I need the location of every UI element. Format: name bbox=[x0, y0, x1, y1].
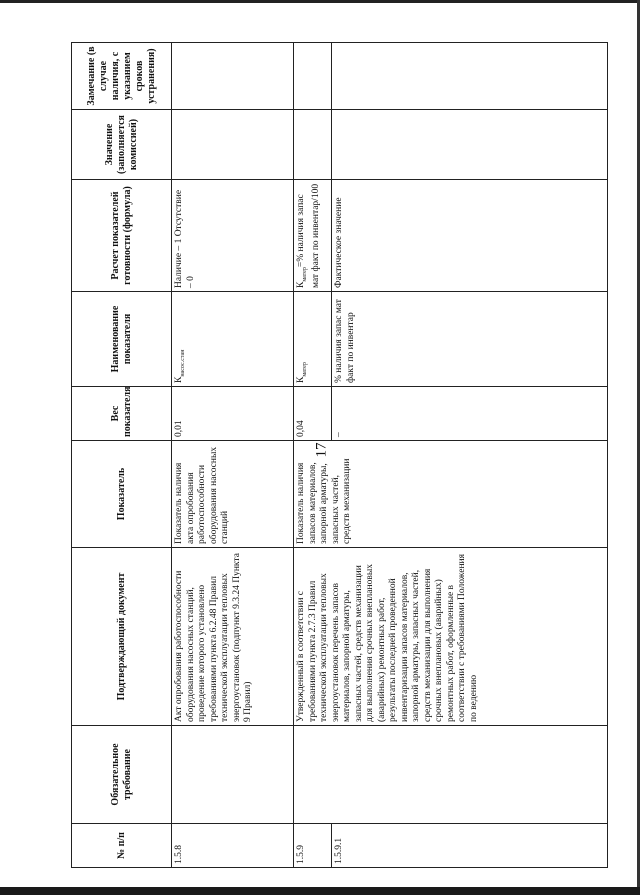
row-weight: 0,01 bbox=[172, 387, 294, 441]
row-indicator: Показатель наличия акта опробования работоспособности оборудования насосных станций bbox=[172, 441, 294, 548]
name-subscript: насос.стан bbox=[179, 349, 186, 377]
row-note bbox=[294, 43, 332, 110]
readiness-table bbox=[71, 42, 608, 868]
row-calc: Фактическое значение bbox=[332, 180, 608, 292]
header-name: Наименование показателя bbox=[72, 292, 172, 387]
scan-edge-bottom bbox=[0, 887, 640, 895]
name-subscript: матер bbox=[301, 362, 308, 377]
row-name bbox=[172, 292, 294, 387]
row-num: 1.5.9 bbox=[294, 824, 332, 868]
row-weight: – bbox=[332, 387, 608, 441]
row-note bbox=[332, 43, 608, 110]
row-value bbox=[332, 110, 608, 180]
header-calc: Расчет показателей готовности (формула) bbox=[72, 180, 172, 292]
row-value bbox=[172, 110, 294, 180]
header-document: Подтверждающий документ bbox=[72, 548, 172, 726]
row-weight: 0,04 bbox=[294, 387, 332, 441]
name-main: К bbox=[296, 376, 306, 383]
calc-rest: =% наличия запас мат факт по инвентар/100 bbox=[296, 183, 322, 288]
row-value bbox=[294, 110, 332, 180]
row-num: 1.5.9.1 bbox=[332, 824, 608, 868]
header-value: Значение (заполняется комиссией) bbox=[72, 110, 172, 180]
header-note: Замечание (в случае наличия, с указанием сроков устранения) bbox=[72, 43, 172, 110]
header-indicator: Показатель bbox=[72, 441, 172, 548]
header-weight: Вес показателя bbox=[72, 387, 172, 441]
calc-main: К bbox=[296, 281, 306, 288]
header-row bbox=[72, 43, 172, 868]
row-document: Акт опробования работоспособности оборудования насосных станций, проведение которого установлено требованиями пункта 6.2.48 Правил технической эксплуатации тепловых энергоустановок (подпункт 9.3.24 Пункта 9 Правил) bbox=[172, 548, 294, 726]
row-name bbox=[294, 292, 332, 387]
row-calc: Наличие – 1 Отсутствие – 0 bbox=[172, 180, 294, 292]
page-number: 17 bbox=[313, 442, 330, 458]
scan-edge-top bbox=[0, 0, 640, 3]
name-main: К bbox=[174, 376, 184, 383]
header-requirement: Обязательное требование bbox=[72, 726, 172, 824]
row-indicator: Показатель наличия запасов материалов, запорной арматуры, запасных частей, средств механизации bbox=[294, 441, 608, 548]
row-num: 1.5.8 bbox=[172, 824, 294, 868]
calc-subscript: матер bbox=[301, 267, 308, 282]
header-num: № п/п bbox=[72, 824, 172, 868]
row-document: Утвержденный в соответствии с требованиями пункта 2.7.3 Правил технической эксплуатации тепловых энергоустановок перечень запасов материалов, запорной арматуры, запасных частей, средств механизации для выполнения срочных внеплановых (аварийных) ремонтных работ, результаты последней проведенной инвентаризации запасов материалов, запорной арматуры, запасных частей, средств механизации для выполнения срочных внеплановых (аварийных) ремонтных работ, оформленные в соответствии с требованиями Положения по ведению bbox=[294, 548, 608, 726]
readiness-table-rotated bbox=[71, 43, 608, 868]
table-row bbox=[172, 43, 294, 868]
table-row bbox=[294, 43, 332, 868]
row-calc bbox=[294, 180, 332, 292]
row-name: % наличия запас мат факт по инвентар bbox=[332, 292, 608, 387]
row-requirement bbox=[172, 726, 294, 824]
row-requirement bbox=[294, 726, 608, 824]
row-note bbox=[172, 43, 294, 110]
